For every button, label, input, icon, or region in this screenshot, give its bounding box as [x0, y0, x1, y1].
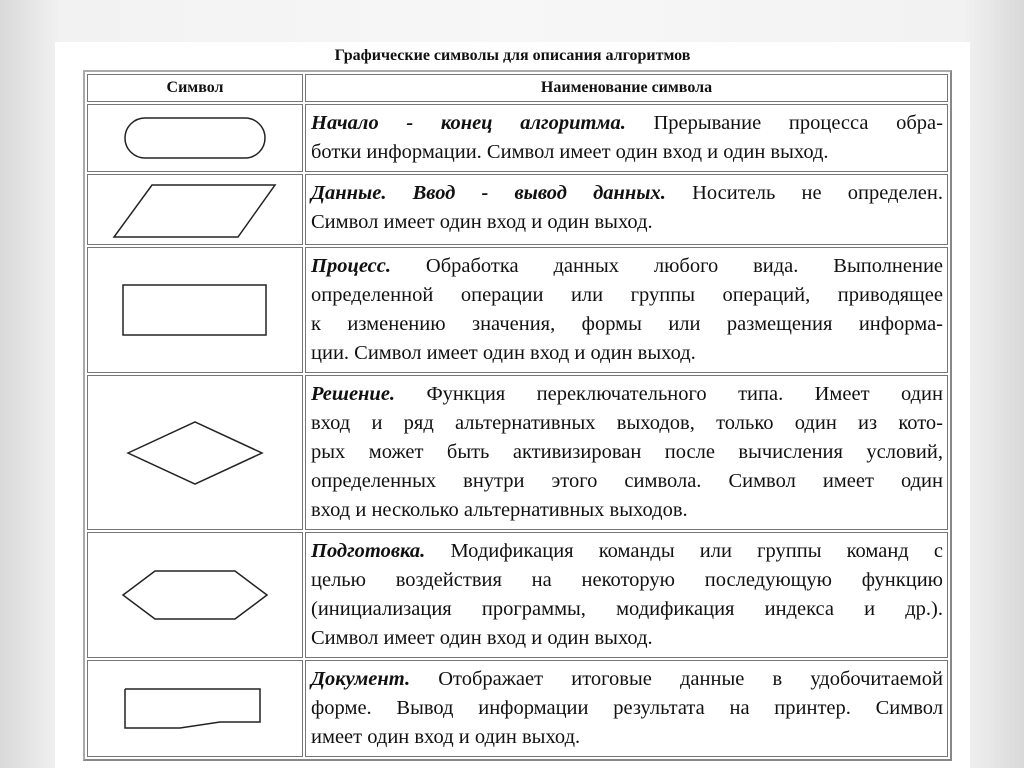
- table-row: [87, 174, 948, 245]
- term: Начало - конец алгоритма.: [311, 112, 626, 134]
- term: Подготовка.: [311, 540, 426, 562]
- table-title: Графические символы для описания алгоритмов: [334, 47, 691, 64]
- data-parallelogram-icon: [87, 174, 303, 245]
- desc-line: определенной операции или группы операций, приводящее: [311, 284, 943, 306]
- term: Решение.: [311, 383, 396, 405]
- header-name: Наименование символа: [305, 74, 948, 102]
- term: Данные. Ввод - вывод данных.: [311, 182, 666, 204]
- desc-line: форме. Вывод информации результата на принтер. Символ: [311, 697, 943, 719]
- table-row: [87, 532, 948, 658]
- desc-line: определенных внутри этого символа. Символ имеет один: [311, 470, 943, 492]
- slide: [55, 42, 970, 768]
- desc-line: к изменению значения, формы или размещения информа-: [311, 313, 943, 335]
- desc-line: вход и несколько альтернативных выходов.: [311, 499, 688, 521]
- desc-line: Символ имеет один вход и один выход.: [311, 211, 653, 233]
- decision-diamond-icon: [87, 375, 303, 530]
- desc-line: ботки информации. Символ имеет один вход и один выход.: [311, 141, 829, 163]
- term: Процесс.: [311, 255, 391, 277]
- table-row: [87, 104, 948, 172]
- term: Документ.: [311, 668, 411, 690]
- desc-line: Обработка данных любого вида. Выполнение: [425, 255, 944, 277]
- desc-line: вход и ряд альтернативных выходов, только один из кото-: [311, 412, 943, 434]
- desc-line: (инициализация программы, модификация индекса и др.).: [311, 598, 943, 620]
- desc-line: Функция переключательного типа. Имеет один: [426, 383, 943, 405]
- table-row: [87, 247, 948, 373]
- desc-line: рых может быть активизирован после вычисления условий,: [311, 441, 943, 463]
- header-row: [87, 74, 948, 102]
- process-rectangle-icon: [87, 247, 303, 373]
- preparation-hexagon-icon: [87, 532, 303, 658]
- desc-line: Прерывание процесса обра-: [653, 112, 943, 134]
- header-symbol: Символ: [87, 74, 303, 102]
- desc-line: имеет один вход и один выход.: [311, 726, 581, 748]
- desc-line: целью воздействия на некоторую последующую функцию: [311, 569, 943, 591]
- desc-line: Символ имеет один вход и один выход.: [311, 627, 653, 649]
- desc-line: Модификация команды или группы команд с: [450, 540, 943, 562]
- desc-line: Носитель не определен.: [692, 182, 943, 204]
- table-row: [87, 375, 948, 530]
- terminator-shape-icon: [87, 104, 303, 172]
- table-row: [87, 660, 948, 757]
- document-shape-icon: [87, 660, 303, 757]
- desc-line: ции. Символ имеет один вход и один выход.: [311, 342, 696, 364]
- symbols-table: [83, 70, 952, 761]
- desc-line: Отображает итоговые данные в удобочитаемой: [438, 668, 943, 690]
